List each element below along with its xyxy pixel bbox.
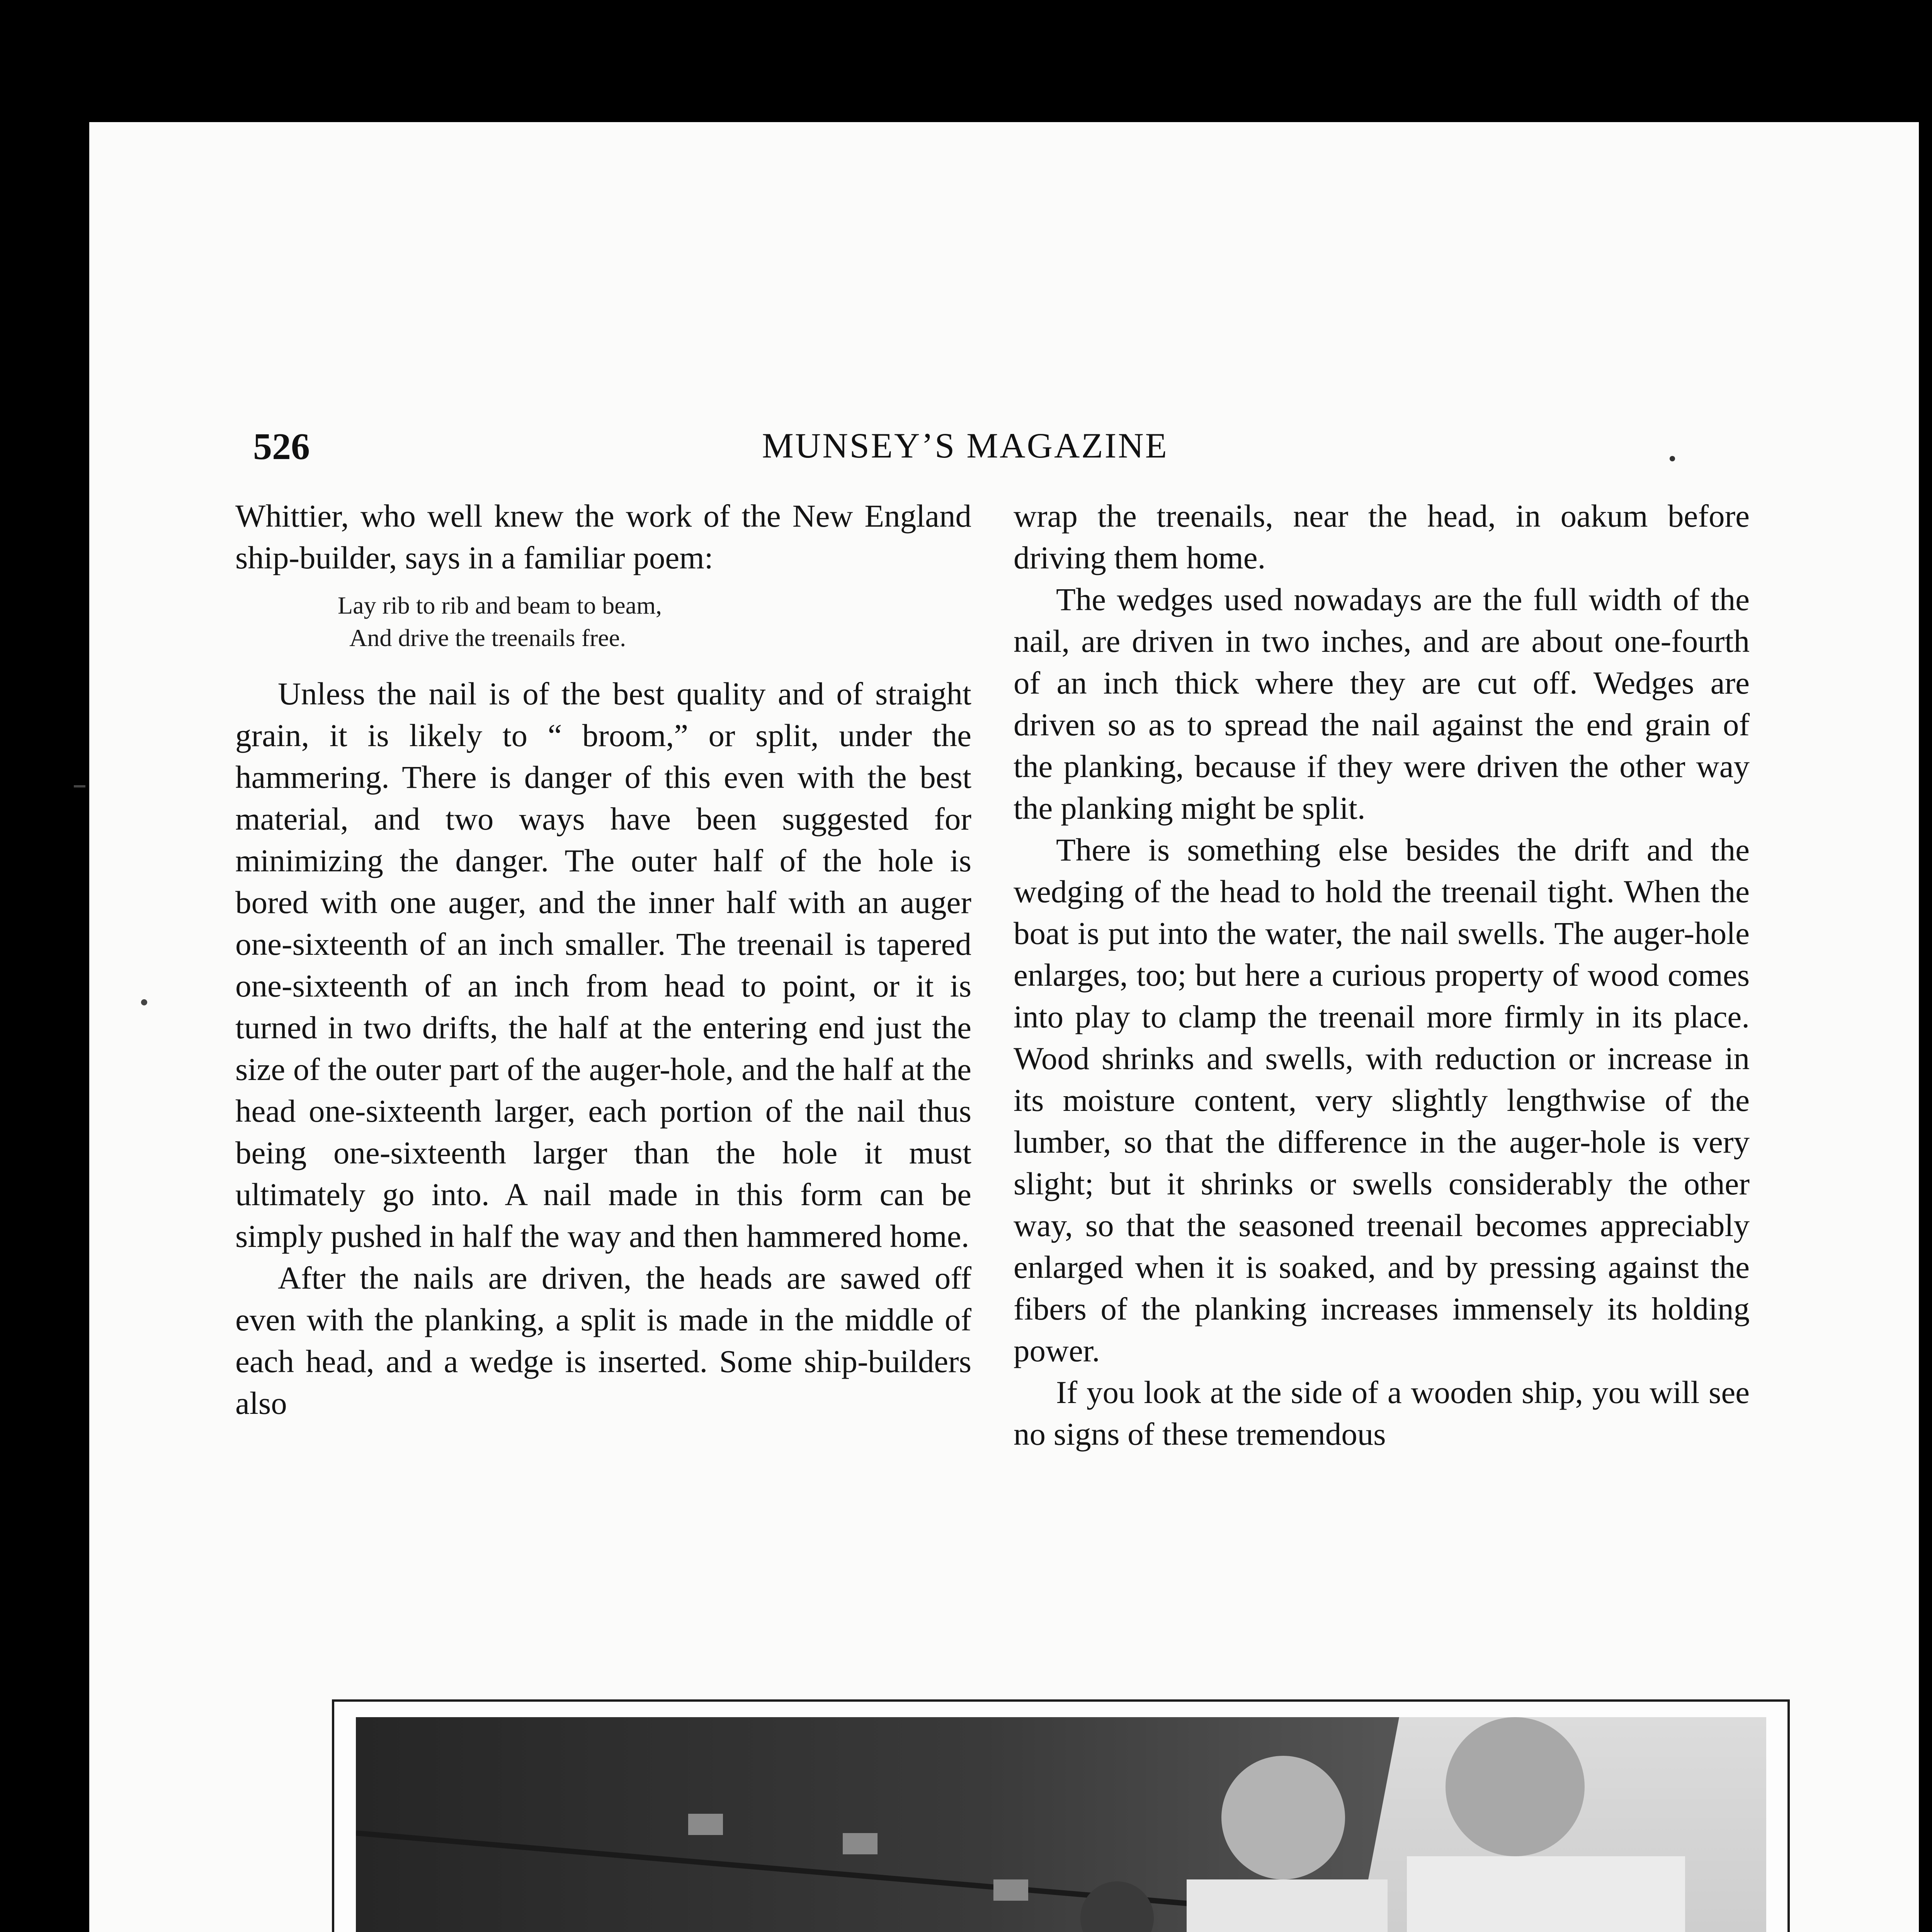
paragraph: After the nails are driven, the heads are sawed off even with the planking, a split is made in the middle of each head, and a wedge is inserted. Some ship-builders also xyxy=(235,1260,971,1421)
page-number: 526 xyxy=(253,426,310,468)
paragraph: wrap the treenails, near the head, in oakum before driving them home. xyxy=(1014,498,1750,575)
poem-quote xyxy=(235,589,971,654)
poem-line: And drive the treenails free. xyxy=(349,624,626,651)
paragraph: The wedges used nowadays are the full width of the nail, are driven in two inches, and are about one-fourth of an inch thick where they are cut off. Wedges are driven so as to spread the nail against the end grain of the planking, because if they were driven the other way the planking might be split. xyxy=(1014,582,1750,826)
paragraph: There is something else besides the drift and the wedging of the head to hold the treenail tight. When the boat is put into the water, the nail swells. The auger-hole enlarges, too; but here a curious property of wood comes into play to clamp the treenail more firmly in its place. Wood shrinks and swells, with reduction or increase in its moisture content, very slightly lengthwise of the lumber, so that the difference in the auger-hole is very slight; but it shrinks or swells considerably the other way, so that the seasoned treenail becomes appreciably enlarged when it is soaked, and by pressing against the fibers of the planking increases immensely its holding power. xyxy=(1014,832,1750,1368)
page-header xyxy=(89,425,1919,471)
running-title: MUNSEY’S MAGAZINE xyxy=(762,426,1168,465)
paragraph: Whittier, who well knew the work of the New England ship-builder, says in a familiar poem: xyxy=(235,498,971,575)
ink-dot xyxy=(1670,456,1675,461)
photograph xyxy=(332,1699,1790,1932)
poem-line: Lay rib to rib and beam to beam, xyxy=(338,592,662,619)
right-column xyxy=(1014,495,1750,1455)
shipbuilders-photo xyxy=(356,1717,1766,1932)
ink-dot xyxy=(141,999,147,1005)
left-column xyxy=(235,495,971,1424)
ink-dash xyxy=(74,785,85,787)
paragraph: If you look at the side of a wooden ship, you will see no signs of these tremendous xyxy=(1014,1374,1750,1452)
magazine-page xyxy=(89,122,1919,1932)
paragraph: Unless the nail is of the best quality and of straight grain, it is likely to “ broom,” or split, under the hammering. There is danger of this even with the best material, and two ways have been suggested for minimizing the danger. The outer half of the hole is bored with one auger, and the inner half with an auger one-sixteenth of an inch smaller. The treenail is tapered one-sixteenth of an inch from head to point, or it is turned in two drifts, the half at the entering end just the size of the outer part of the auger-hole, and the half at the head one-sixteenth larger, each portion of the nail thus being one-sixteenth larger than the hole it must ultimately go into. A nail made in this form can be simply pushed in half the way and then hammered home. xyxy=(235,676,971,1254)
